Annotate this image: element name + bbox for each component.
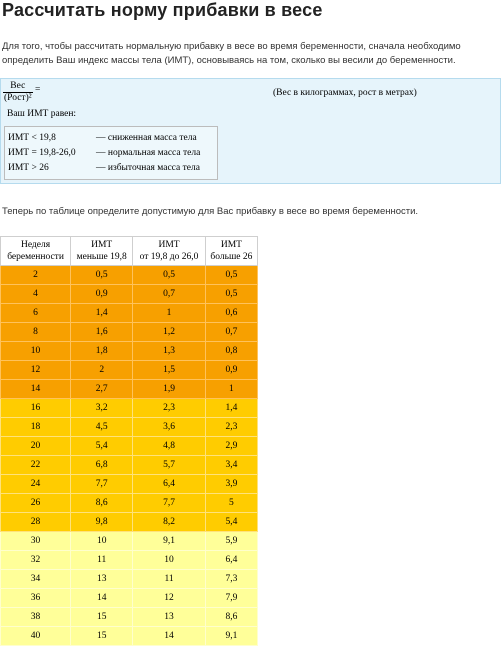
table-row [1,608,258,627]
table-row [1,342,258,361]
legend-key: ИМТ = 19,8-26,0 [8,148,76,158]
table-row [1,627,258,646]
header-bmi-normal [133,237,206,266]
cell-bmi-normal: 2,3 [133,399,206,418]
table-row [1,399,258,418]
cell-bmi-normal: 1,2 [133,323,206,342]
cell-bmi-high: 7,9 [205,589,257,608]
table-row [1,513,258,532]
cell-bmi-high: 2,9 [205,437,257,456]
table-row [1,304,258,323]
table-body [1,266,258,646]
cell-week: 24 [1,475,71,494]
formula-equals: = [35,85,41,95]
cell-bmi-normal: 14 [133,627,206,646]
cell-bmi-low: 2,7 [71,380,133,399]
cell-bmi-high: 3,4 [205,456,257,475]
legend-row [8,146,217,161]
cell-bmi-normal: 8,2 [133,513,206,532]
cell-bmi-low: 5,4 [71,437,133,456]
units-note: (Вес в килограммах, рост в метрах) [273,88,417,98]
cell-bmi-normal: 4,8 [133,437,206,456]
header-line: меньше 19,8 [76,252,127,262]
cell-bmi-low: 6,8 [71,456,133,475]
cell-bmi-high: 1,4 [205,399,257,418]
cell-bmi-low: 7,7 [71,475,133,494]
cell-week: 12 [1,361,71,380]
cell-week: 26 [1,494,71,513]
table-row [1,437,258,456]
cell-week: 8 [1,323,71,342]
cell-bmi-high: 6,4 [205,551,257,570]
cell-bmi-high: 0,7 [205,323,257,342]
bmi-result-label: Ваш ИМТ равен: [7,109,77,119]
weight-gain-table [0,236,258,646]
cell-bmi-high: 5 [205,494,257,513]
cell-bmi-normal: 3,6 [133,418,206,437]
table-row [1,418,258,437]
cell-bmi-low: 14 [71,589,133,608]
bmi-formula [3,81,33,104]
cell-week: 10 [1,342,71,361]
cell-week: 18 [1,418,71,437]
table-row [1,285,258,304]
cell-week: 28 [1,513,71,532]
header-line: Неделя [20,240,51,250]
cell-bmi-high: 0,8 [205,342,257,361]
cell-bmi-low: 11 [71,551,133,570]
cell-bmi-high: 5,9 [205,532,257,551]
cell-bmi-normal: 0,7 [133,285,206,304]
cell-bmi-normal: 1,3 [133,342,206,361]
cell-week: 34 [1,570,71,589]
cell-bmi-high: 9,1 [205,627,257,646]
cell-bmi-normal: 11 [133,570,206,589]
cell-bmi-high: 0,9 [205,361,257,380]
cell-bmi-high: 1 [205,380,257,399]
legend-value: — избыточная масса тела [96,163,200,173]
cell-bmi-normal: 1,5 [133,361,206,380]
cell-week: 32 [1,551,71,570]
header-line: ИМТ [220,240,242,250]
header-line: больше 26 [210,252,253,262]
cell-week: 40 [1,627,71,646]
intro-text: Для того, чтобы рассчитать нормальную прибавку в весе во время беременности, сначала необходимо определить Ваш индекс массы тела (ИМТ), основываясь на том, сколько вы весили до беременности. [2,41,461,66]
cell-bmi-low: 9,8 [71,513,133,532]
bmi-calculator [0,78,501,184]
cell-bmi-high: 5,4 [205,513,257,532]
cell-bmi-low: 0,5 [71,266,133,285]
cell-bmi-normal: 10 [133,551,206,570]
cell-week: 20 [1,437,71,456]
page-title: Рассчитать норму прибавки в весе [2,0,323,20]
header-week [1,237,71,266]
formula-denominator: (Рост)² [4,93,32,103]
table-row [1,589,258,608]
cell-bmi-high: 7,3 [205,570,257,589]
legend-value: — нормальная масса тела [96,148,201,158]
cell-bmi-high: 2,3 [205,418,257,437]
cell-bmi-low: 4,5 [71,418,133,437]
cell-bmi-low: 2 [71,361,133,380]
cell-bmi-low: 1,4 [71,304,133,323]
cell-bmi-low: 1,6 [71,323,133,342]
cell-bmi-normal: 1,9 [133,380,206,399]
table-row [1,475,258,494]
table-header-row [1,237,258,266]
header-bmi-high [205,237,257,266]
cell-bmi-low: 15 [71,627,133,646]
cell-week: 36 [1,589,71,608]
cell-bmi-high: 0,6 [205,304,257,323]
header-line: беременности [7,252,64,262]
formula-numerator: Вес [3,81,33,93]
legend-value: — сниженная масса тела [96,133,197,143]
cell-bmi-normal: 9,1 [133,532,206,551]
cell-week: 14 [1,380,71,399]
cell-bmi-normal: 1 [133,304,206,323]
table-row [1,570,258,589]
header-line: ИМТ [91,240,113,250]
cell-bmi-high: 8,6 [205,608,257,627]
cell-bmi-low: 13 [71,570,133,589]
legend-key: ИМТ > 26 [8,163,49,173]
cell-bmi-normal: 13 [133,608,206,627]
cell-week: 4 [1,285,71,304]
table-row [1,361,258,380]
legend-row [8,131,217,146]
table-row [1,494,258,513]
cell-week: 16 [1,399,71,418]
cell-week: 30 [1,532,71,551]
table-row [1,456,258,475]
header-line: ИМТ [158,240,180,250]
cell-bmi-low: 10 [71,532,133,551]
table-row [1,266,258,285]
legend-row [8,161,217,176]
cell-bmi-high: 0,5 [205,266,257,285]
table-row [1,551,258,570]
table-row [1,380,258,399]
table-row [1,532,258,551]
cell-bmi-normal: 7,7 [133,494,206,513]
cell-bmi-high: 3,9 [205,475,257,494]
cell-bmi-low: 1,8 [71,342,133,361]
table-row [1,323,258,342]
header-bmi-low [71,237,133,266]
cell-week: 22 [1,456,71,475]
table-intro-text: Теперь по таблице определите допустимую для Вас прибавку в весе во время беременности. [2,206,419,217]
legend-key: ИМТ < 19,8 [8,133,56,143]
cell-bmi-normal: 12 [133,589,206,608]
cell-week: 6 [1,304,71,323]
cell-bmi-low: 0,9 [71,285,133,304]
cell-bmi-low: 3,2 [71,399,133,418]
cell-bmi-low: 15 [71,608,133,627]
bmi-legend [4,126,218,180]
cell-bmi-normal: 5,7 [133,456,206,475]
cell-week: 2 [1,266,71,285]
cell-bmi-low: 8,6 [71,494,133,513]
cell-bmi-normal: 6,4 [133,475,206,494]
cell-bmi-normal: 0,5 [133,266,206,285]
header-line: от 19,8 до 26,0 [139,252,199,262]
cell-bmi-high: 0,5 [205,285,257,304]
cell-week: 38 [1,608,71,627]
